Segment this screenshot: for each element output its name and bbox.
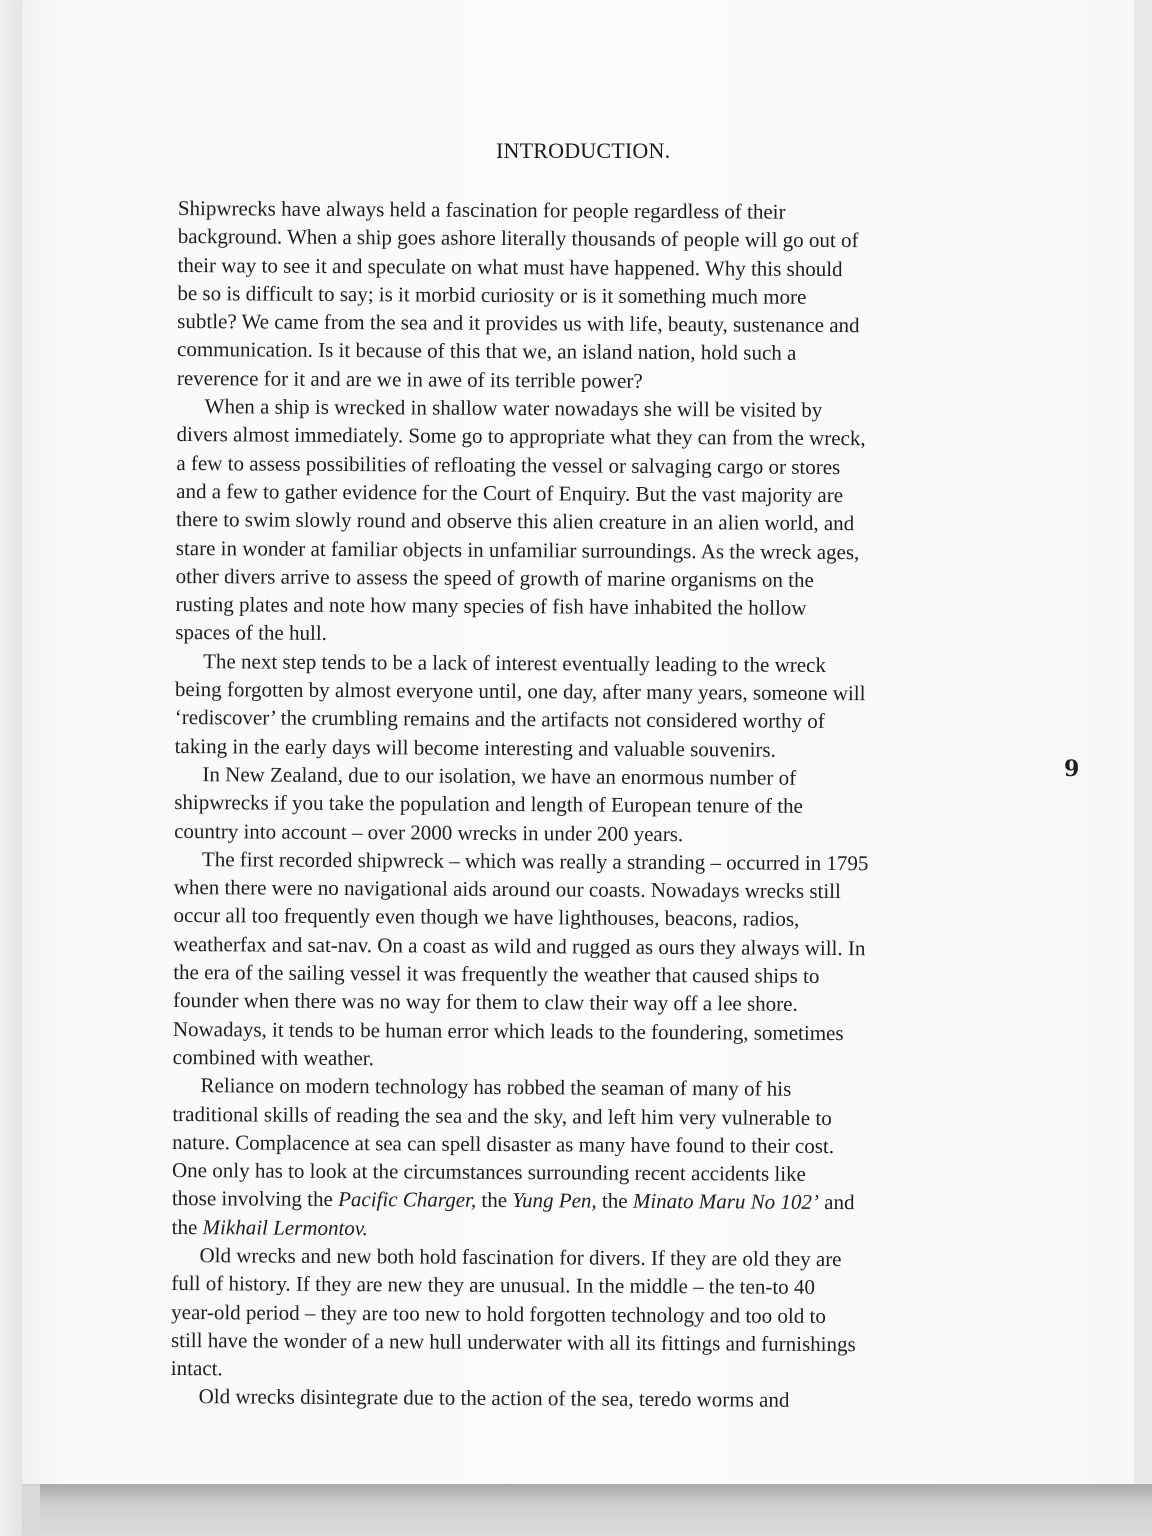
text-line: occur all too frequently even though we have lighthouses, beacons, radios,: [173, 903, 800, 932]
text-line: other divers arrive to assess the speed of growth of marine organisms on the: [175, 563, 814, 592]
text-line: be so is difficult to say; is it morbid curiosity or is it something much more: [177, 280, 807, 309]
text-fragment: the: [171, 1214, 203, 1239]
page-shadow: [40, 1484, 1152, 1536]
text-line: communication. Is it because of this that we, an island nation, hold such a: [176, 337, 797, 366]
paragraph-8: [171, 1382, 1001, 1415]
paragraph-3: [175, 647, 1006, 765]
page-edge-strip: [1134, 0, 1152, 1484]
text-fragment: and: [818, 1190, 855, 1215]
text-line: and a few to gather evidence for the Court of Enquiry. But the vast majority are: [176, 478, 844, 508]
paragraph-7: [171, 1241, 1002, 1388]
ship-name: Minato Maru No 102’: [632, 1189, 820, 1215]
text-line: stare in wonder at familiar objects in unfamiliar surroundings. As the wreck ages,: [175, 535, 860, 564]
text-fragment: the: [476, 1188, 513, 1213]
paragraph-5: [173, 845, 1004, 1076]
text-line: weatherfax and sat-nav. On a coast as wild and rugged as ours they always will. In: [173, 931, 866, 960]
text-line: shipwrecks if you take the population and length of European tenure of the: [174, 790, 804, 819]
paragraph-2: [175, 392, 1007, 652]
text-line: founder when there was no way for them to claw their way off a lee shore.: [173, 988, 798, 1017]
text-line: In New Zealand, due to our isolation, we have an enormous number of: [202, 762, 797, 790]
ship-name: Mikhail Lermontov.: [202, 1214, 368, 1240]
text-fragment: the: [596, 1188, 633, 1214]
text-line: The first recorded shipwreck – which was really a stranding – occurred in 1795: [201, 846, 869, 876]
text-line: year-old period – they are too new to hold forgotten technology and too old to: [171, 1299, 826, 1328]
text-line: spaces of the hull.: [175, 620, 328, 646]
text-line: [172, 1215, 368, 1240]
text-line: ‘rediscover’ the crumbling remains and the artifacts not considered worthy of: [174, 705, 825, 734]
text-line: combined with weather.: [172, 1044, 375, 1071]
ship-name: Pacific Charger,: [338, 1187, 477, 1213]
text-line: country into account – over 2000 wrecks in under 200 years.: [174, 818, 684, 846]
text-fragment: those involving the: [171, 1186, 339, 1212]
text-line: their way to see it and speculate on what must have happened. Why this should: [177, 252, 843, 281]
text-line: subtle? We came from the sea and it provides us with life, beauty, sustenance and: [177, 309, 860, 338]
facing-page-edge: [0, 0, 22, 1536]
text-line: being forgotten by almost everyone until, one day, after many years, someone will: [174, 677, 866, 706]
paragraph-6: [172, 1071, 1003, 1246]
text-line: taking in the early days will become interesting and valuable souvenirs.: [174, 733, 776, 762]
text-line: Shipwrecks have always held a fascination for people regardless of their: [177, 195, 786, 224]
text-line: Reliance on modern technology has robbed the seaman of many of his: [200, 1073, 792, 1101]
paragraph-4: [174, 760, 1005, 850]
text-line: intact.: [170, 1356, 223, 1381]
text-line: Old wrecks disintegrate due to the action of the sea, teredo worms and: [198, 1384, 790, 1413]
paragraph-1: [177, 194, 1008, 397]
text-line: traditional skills of reading the sea and the sky, and left him very vulnerable to: [172, 1101, 832, 1130]
text-line: Nowadays, it tends to be human error which leads to the foundering, sometimes: [172, 1016, 844, 1045]
body-text: [171, 194, 1008, 1416]
text-line: nature. Complacence at sea can spell disaster as many have found to their cost.: [172, 1129, 835, 1158]
text-line: full of history. If they are new they are unusual. In the middle – the ten-to 40: [171, 1271, 816, 1300]
text-line: divers almost immediately. Some go to appropriate what they can from the wreck,: [176, 422, 866, 451]
text-line: background. When a ship goes ashore literally thousands of people will go out of: [177, 224, 859, 253]
text-line: The next step tends to be a lack of interest eventually leading to the wreck: [203, 648, 826, 677]
text-line: One only has to look at the circumstances surrounding recent accidents like: [171, 1158, 806, 1186]
text-line: [172, 1186, 855, 1214]
text-line: rusting plates and note how many species of fish have inhabited the hollow: [175, 592, 807, 621]
text-line: When a ship is wrecked in shallow water nowadays she will be visited by: [204, 394, 823, 423]
text-line: there to swim slowly round and observe this alien creature in an alien world, and: [175, 507, 855, 536]
chapter-heading: INTRODUCTION.: [496, 138, 671, 163]
text-line: when there were no navigational aids around our coasts. Nowadays wrecks still: [173, 875, 841, 904]
text-line: still have the wonder of a new hull underwater with all its fittings and furnishings: [170, 1327, 856, 1357]
text-line: the era of the sailing vessel it was frequently the weather that caused ships to: [173, 960, 820, 988]
page-number: 9: [1064, 756, 1080, 782]
text-line: Old wrecks and new both hold fascination for divers. If they are old they are: [199, 1243, 842, 1272]
text-line: a few to assess possibilities of refloating the vessel or salvaging cargo or stores: [176, 450, 841, 479]
text-line: reverence for it and are we in awe of its terrible power?: [176, 365, 643, 393]
ship-name: Yung Pen,: [512, 1188, 597, 1213]
